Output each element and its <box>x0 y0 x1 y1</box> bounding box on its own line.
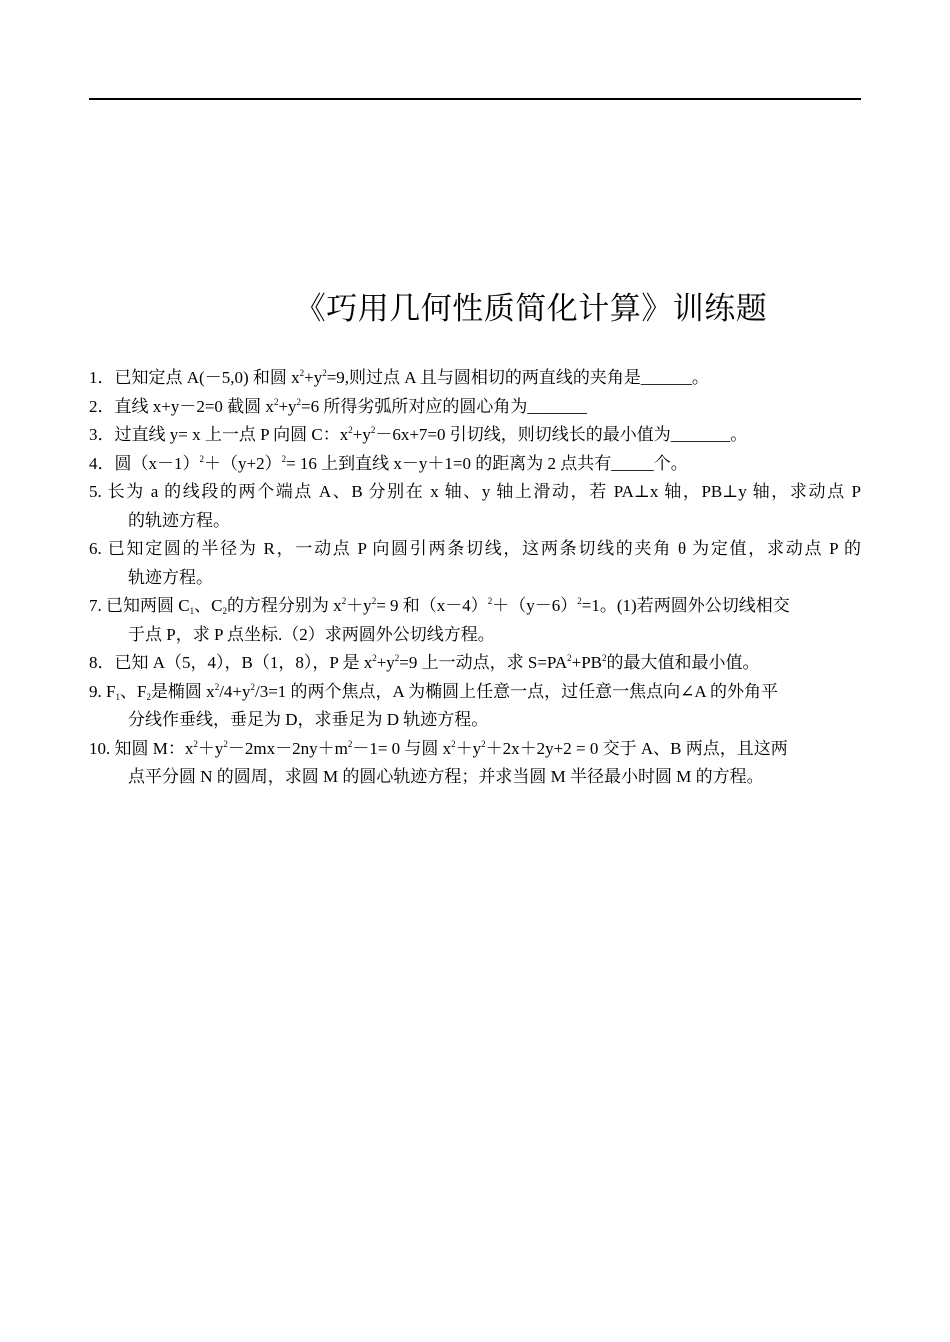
header-rule <box>89 98 861 100</box>
problem-3: 3．过直线 y= x 上一点 P 向圆 C：$x^2+y^2-6x+7=0$ 引切线，则切线长的最小值为_______。 <box>89 425 748 444</box>
problem-2: 2．直线 x+y－2=0 截圆 $x^2+y^2=6$ 所得劣弧所对应的圆心角为_______ <box>89 396 587 416</box>
problem-8: 8．已知 A（5，4），B（1，8），P 是 $x^2+y^2=9$ 上一动点，求 $S=PA^2+PB^2$的最大值和最小值。 <box>89 653 760 672</box>
problem-6: 6. 已知定圆的半径为 R，一动点 P 向圆引两条切线，这两条切线的夹角 θ 为定值，求动点 P 的 轨迹方程。 <box>89 539 861 587</box>
problem-5: 5. 长为 a 的线段的两个端点 A、B 分别在 x 轴、y 轴上滑动，若 PA⊥x 轴，PB⊥y 轴，求动点 P 的轨迹方程。 <box>89 482 861 530</box>
problem-4: 4．圆$(x-1)^2+(y+2)^2= 16$ 上到直线 x－y＋1=0 的距离为 2 点共有_____个。 <box>89 453 688 473</box>
document-title: 《巧用几何性质简化计算》训练题 <box>294 291 768 327</box>
problem-7: 7. 已知两圆 $C_1$、$C_2$的方程分别为 $x^2+y^2= 9$ 和$(x-4)^2+(y-6)^2=1$。(1)若两圆外公切线相交 于点 P，求 P 点坐标.（2）求两圆外公切线方程。 <box>89 596 790 644</box>
problem-10: 10. 知圆 M：$x^2+y^2-2mx-2ny+m^2-1= 0$ 与圆 $x^2+y^2+2x+2y+2 = 0$ 交于 A、B 两点，且这两 点平分圆 N 的圆周，求圆 M 的圆心轨迹方程；并求当圆 M 半径最小时圆 M 的方程。 <box>89 738 788 786</box>
problem-9: 9. $F_1$、$F_2$是椭圆 $x^2/4+y^2/3=1$ 的两个焦点，A 为椭圆上任意一点，过任意一焦点向∠A 的外角平 分线作垂线，垂足为 D，求垂足为 D 轨迹方程。 <box>89 681 778 729</box>
problem-list <box>89 364 861 792</box>
problem-1: 1．已知定点 A(－5,0) 和圆 $x^2+y^2=9$,则过点 A 且与圆相切的两直线的夹角是______。 <box>89 368 709 387</box>
